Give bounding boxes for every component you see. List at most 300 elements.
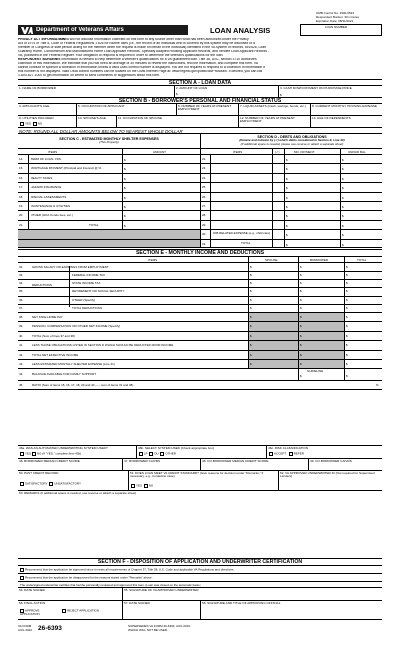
e-borrower-field[interactable] [298,297,344,304]
d-mo-payment-field[interactable] [284,183,340,191]
dollar-sign: $ [342,196,344,200]
d-item-field[interactable] [210,240,272,247]
dependents-age-label: 13. AGE OF DEPENDENTS [312,116,351,120]
liquid-assets-label: 7. LIQUID ASSETS (Cash, savings, bonds, etc.) [240,104,306,108]
d-check-field[interactable] [272,240,284,247]
va-header-bar [18,25,188,35]
disapprove-recommendation-row [18,573,382,581]
deductions-label: DEDUCTIONS [32,284,52,287]
section-e-row [18,271,382,279]
section-e-row [18,279,382,287]
d-unpaid-field[interactable] [340,174,382,182]
c-line-number [18,164,28,172]
d-line-number-text: 27. [202,205,207,208]
aus-used-label: 46a. WAS AN AUTOMATED UNDERWRITING SYSTEM USED? [19,446,108,450]
e-line-number [18,341,30,350]
e-borrower-field[interactable] [298,305,344,312]
e-item-text: LESS THOSE OBLIGATIONS LISTED IN SECTION D WHICH SHOULD BE DEDUCTED FROM INCOME [32,343,174,347]
dollar-sign: $ [250,353,252,357]
d-line-number-text: 29. [202,223,207,227]
e-item-text: STATE INCOME TAX [72,281,101,286]
e-line-number [18,313,30,321]
c-amount-field[interactable] [122,174,200,182]
d-line-number [200,155,210,163]
e-line-number-text: 36. [19,298,24,302]
refer-checkbox[interactable] [289,452,293,456]
satisfactory-label: SATISFACTORY [25,482,48,486]
dollar-sign: $ [346,362,348,366]
e-spouse-field [248,360,298,368]
section-e-row [18,368,382,380]
e-item-text: FEDERAL INCOME TAX [72,273,105,278]
dollar-sign: $ [124,177,126,181]
underwriter-signature-field[interactable] [122,588,382,600]
approving-official-signature-field[interactable] [200,601,382,619]
dollar-sign: $ [346,353,348,357]
d-mo-payment-field[interactable] [284,221,340,229]
e-item-text: RETIREMENT OR SOCIAL SECURITY [72,289,125,294]
final-action-field [18,601,122,619]
dollar-sign: $ [300,375,302,378]
d-unpaid-field[interactable] [340,230,382,238]
e-spouse-field[interactable] [248,272,298,279]
d-check-field[interactable] [272,164,284,172]
e-spouse-field[interactable] [248,297,298,304]
underwriter-id-field[interactable] [278,471,382,490]
privacy-line: member of Congress or staff person acting for the member when the request is made on behalf of the individual) identified in the VA system of records, 55VA26, Loan [18,46,267,49]
dollar-sign: $ [300,274,302,278]
e-line-number [18,263,30,271]
e-spouse-label: SPOUSE [265,258,278,262]
underwriter-id-label: 52. VA APPROVED UNDERWRITER ID (Not required for Supervised Lenders) [280,471,375,479]
c-amount-field[interactable] [122,183,200,191]
dollar-sign: $ [300,298,302,302]
e-borrower-field[interactable] [298,272,344,279]
d-line-number-text: 26. [202,195,207,199]
e-line-number-text: 35. [19,290,24,294]
section-cd-row [18,229,382,238]
e-item-text: RATIO (Sum of items 15, 16, 17, 18, 20 and 40 ----- sum of items 31 and 38) [32,383,134,387]
guideline-label: GUIDELINE [307,370,324,373]
d-line-number [200,193,210,201]
e-line-number [18,280,30,287]
section-cd-row [18,210,382,219]
e-borrower-field[interactable] [298,263,344,271]
spouse-years-employment-label: 12. NUMBER OF YEARS AT PRESENT EMPLOYMENT [240,116,295,124]
e-line-number-text: 38. [19,315,24,319]
yes-label: YES [25,452,32,456]
section-d-header [200,134,382,148]
du-checkbox[interactable] [149,452,153,456]
d-item-field[interactable] [210,230,272,238]
d-item-field[interactable] [210,155,272,163]
utilities-included-label: 9. UTILITIES INCLUDED [19,116,54,120]
c-amount-field[interactable] [122,202,200,210]
d-unpaid-field[interactable] [340,221,382,229]
lp-checkbox[interactable] [139,452,143,456]
d-unpaid-field[interactable] [340,155,382,163]
d-check-field[interactable] [272,155,284,163]
loan-amount-field[interactable] [174,86,278,97]
e-total-field[interactable] [344,360,382,368]
c-item-label [28,164,122,172]
dollar-sign: $ [286,234,288,238]
d-mo-payment-field[interactable] [284,155,340,163]
reject-application-checkbox[interactable] [62,609,66,613]
d-check-field[interactable] [272,221,284,229]
section-e-row [18,340,382,350]
borrower-caivrs-label: 47. BORROWER CAIVRS [124,459,161,463]
reject-application-label: REJECT APPLICATION [67,609,99,613]
section-cd-row [18,201,382,210]
other-label: OTHER [165,452,176,456]
credit-standard-field [128,471,278,490]
d-line-number-text: 31. [202,242,207,246]
d-unpaid-field[interactable] [340,193,382,201]
e-total-field[interactable] [344,341,382,350]
section-f-header: SECTION F - DISPOSITION OF APPLICATION AND UNDERWRITER CERTIFICATION [18,558,382,565]
c-item-label [28,221,122,229]
section-cd-row [18,239,382,248]
form-number: 26-6393 [38,625,62,632]
dollar-sign: $ [176,93,178,96]
e-line-number-text: 33. [19,274,24,278]
e-total-field[interactable] [344,297,382,304]
loan-amount-label: 2. AMOUNT OF LOAN [176,86,208,90]
d-check-field[interactable] [272,230,284,238]
co-borrower-caivrs-field[interactable] [308,459,382,470]
date-signed-57-field[interactable] [122,601,200,619]
d-line-number [200,202,210,210]
e-line-number [18,305,30,312]
va-form-date: AUG 2022 [18,629,33,632]
e-item-text: OTHER (Specify) [72,297,96,302]
c-item-text: HAZARD INSURANCE [30,186,62,190]
burden-line: This information is needed to help determine a veteran's qualifications for a VA guaranteed loan. Title 38, USC, section 3710 authorizes [54,58,257,61]
risk-classification-label: 46c. RISK CLASSIFICATION [268,446,308,450]
dollar-sign: $ [286,177,288,181]
dollar-sign: $ [346,315,348,319]
dollar-sign: $ [286,206,288,209]
e-total-field[interactable] [344,351,382,359]
burden-line: 1-800-827-1000 to get information on where to send comments or suggestions about this form. [18,74,161,77]
underwriter-signature-label: 55. SIGNATURE OF VA APPROVED UNDERWRITER [124,588,199,592]
d-item-field[interactable] [210,164,272,172]
e-spouse-field[interactable] [248,280,298,287]
d-check-field[interactable] [272,183,284,191]
d-unpaid-field[interactable] [340,240,382,247]
e-total-field[interactable] [344,280,382,287]
section-a-row [18,85,382,97]
e-total-field[interactable] [344,322,382,331]
rounding-note: NOTE: ROUND ALL DOLLAR AMOUNTS BELOW TO NEAREST WHOLE DOLLAR [19,129,183,134]
d-line-number-text: 25. [202,186,207,190]
d-check-field[interactable] [272,202,284,210]
years-employment-field[interactable] [176,104,238,115]
dollar-sign: $ [342,168,344,172]
dollar-sign: $ [250,290,252,294]
date-signed-57-label: 57. DATE SIGNED [124,601,150,605]
dollar-sign: $ [286,159,288,162]
c-item-label [28,211,122,219]
section-c-header [18,134,200,148]
c-amount-field[interactable] [122,211,200,219]
dollar-sign: $ [124,187,126,191]
d-check-field[interactable] [272,193,284,201]
section-cd-header [18,133,382,148]
dollar-sign: $ [286,215,288,219]
e-item-text: TOTAL DEDUCTIONS [72,305,102,310]
aus-if-yes-note: (If "YES," complete Item 45b) [42,452,82,456]
e-borrower-label: BORROWER [310,258,328,262]
c-item-text: MORTGAGE PAYMENT (Principal and Interest) @ % [30,167,102,171]
e-spouse-field[interactable] [248,263,298,271]
e-total-field[interactable] [344,288,382,295]
e-total-field[interactable] [344,332,382,340]
d-mo-payment-field[interactable] [284,202,340,210]
dollar-sign: $ [346,334,348,338]
e-line-number [18,332,30,340]
d-line-number [200,183,210,191]
dollar-sign: $ [346,375,348,378]
borrower-name-field[interactable] [18,86,174,97]
past-credit-record-field [18,471,128,490]
underwriter-signature-row [18,587,382,600]
d-line-number [200,174,210,182]
remarks-field[interactable] [18,490,382,558]
dollar-sign: $ [346,290,348,294]
e-borrower-field [298,313,344,321]
d-line-number-text: 23. [202,167,207,171]
no-label: NO [37,122,43,126]
e-line-number [18,351,30,359]
section-e-row [18,321,382,331]
e-line-number-text: 37. [19,306,24,310]
e-spouse-field [248,313,298,321]
disapprove-recommend-checkbox[interactable] [20,576,24,580]
final-action-row [18,600,382,620]
burden-line: collection of this information. We estimate that you will need an average of 30 minutes to review the instructions, find the information, and complete this form. VA [18,62,259,65]
c-amount-field[interactable] [122,193,200,201]
applicant-occupation-label: 5. OCCUPATION OF APPLICANT [78,104,125,108]
spouse-occupation-field[interactable] [116,116,238,127]
dollar-sign: $ [300,290,302,294]
form-title: LOAN ANALYSIS [210,26,271,35]
aus-no-checkbox[interactable] [32,452,36,456]
d-item-field[interactable] [210,183,272,191]
supersedes-note: SUPERSEDES VA FORM 26-6393, AUG 2019, [128,625,191,628]
accept-label: ACCEPT [274,452,287,456]
dollar-sign: $ [342,159,344,162]
e-total-field[interactable] [344,313,382,321]
d-item-field[interactable] [210,211,272,219]
dependents-age-field[interactable] [310,116,382,127]
d-mo-payment-label: MO. PAYMENT [294,150,315,154]
dollar-sign: $ [286,168,288,172]
c-line-number [18,174,28,182]
d-mo-payment-field[interactable] [284,174,340,182]
e-total-field[interactable] [344,263,382,271]
spouse-years-employment-field[interactable] [238,116,310,127]
c-item-label [28,174,122,182]
e-total-field[interactable] [344,305,382,312]
approving-official-signature-label: 58. SIGNATURE AND TITLE OF APPROVING OFFICIAL [202,601,281,605]
borrower-caivrs-field[interactable] [122,459,200,470]
c-amount-field[interactable] [122,155,200,163]
c-line-number-text: 18. [19,195,24,199]
d-mo-payment-field[interactable] [284,193,340,201]
yes-label: YES [136,484,143,488]
d-unpaid-field[interactable] [340,183,382,191]
e-spouse-field [248,332,298,340]
date-signed-54-field[interactable] [18,588,122,600]
section-d-note: (If additional space is needed, please use reverse or attach a separate sheet) [240,143,344,146]
e-line-number-text: 44. [19,373,24,376]
expiration-date: Expiration Date: 08/31/2021 [316,20,354,23]
d-item-field[interactable] [210,221,272,229]
c-item-label [28,155,122,163]
e-total-field[interactable] [344,272,382,279]
dollar-sign: $ [250,265,252,269]
dollar-sign: $ [342,234,344,238]
dollar-sign: $ [124,196,126,200]
dollar-sign: $ [124,168,126,172]
e-borrower-field[interactable] [298,280,344,287]
d-item-field[interactable] [210,174,272,182]
dollar-sign: $ [300,325,302,328]
borrower-credit-score-field[interactable] [18,459,122,470]
section-e-row [18,287,382,295]
spouse-age-label: 10. SPOUSE'S AGE [78,116,106,120]
d-item-text: TOTAL [241,241,251,245]
d-mo-payment-field[interactable] [284,240,340,247]
c-line-number-text: 16. [19,176,24,180]
e-item-text: LESS ESTIMATED MONTHLY SHELTER EXPENSE (Line 21) [32,361,115,366]
burden-line: this number is not displayed. Valid OMB control numbers can be located on the OMB Internet Page at: www.reginfo.gov/public/do/PRAMain. If desired, you can call [18,70,263,73]
c-line-number-text: 20. [19,214,24,218]
e-line-number-text: 40. [19,334,24,338]
co-borrower-credit-score-field[interactable] [200,459,308,470]
balance-total-field[interactable] [344,369,382,380]
e-line-number-text: 41. [19,344,24,347]
housing-expense-field[interactable] [310,104,382,115]
d-mo-payment-field[interactable] [284,164,340,172]
dollar-sign: $ [124,215,126,219]
c-amount-field[interactable] [122,221,200,229]
e-line-number-text: 34. [19,282,24,286]
agency-name: Department of Veterans Affairs [36,27,124,33]
dollar-sign: $ [300,362,302,366]
dollar-sign: $ [250,298,252,302]
dollar-sign: $ [342,177,344,181]
borrower-name-label: 1. NAME OF BORROWER [19,86,56,90]
d-line-number [200,221,210,229]
unsatisfactory-checkbox[interactable] [49,482,53,486]
d-unpaid-field[interactable] [340,211,382,219]
dollar-sign: $ [346,265,348,269]
e-line-number [18,288,30,295]
guideline-label-cell [298,369,344,380]
e-line-number [18,297,30,304]
credit-standard-yes-checkbox[interactable] [131,484,135,488]
d-mo-payment-field[interactable] [284,211,340,219]
spouse-age-field[interactable] [76,116,116,127]
accept-checkbox[interactable] [269,452,273,456]
utilities-options [20,122,42,126]
c-item-text: TOTAL [89,223,99,227]
credit-standard-no-checkbox[interactable] [144,484,148,488]
d-mo-payment-field[interactable] [284,230,340,238]
dollar-sign: $ [342,187,344,191]
dollar-sign: $ [280,94,282,97]
applicant-age-field[interactable] [18,104,76,115]
c-amount-field[interactable] [122,164,200,172]
e-line-number-text: 43. [19,362,24,366]
utilities-no-checkbox[interactable] [33,122,37,126]
e-borrower-field[interactable] [298,288,344,295]
dollar-sign: $ [346,282,348,286]
approve-recommend-checkbox[interactable] [20,568,24,572]
loan-number-label: LOAN NUMBER [325,25,348,29]
d-line-number-text: 22. [202,158,207,161]
past-credit-record-label: 50. PAST CREDIT RECORD [19,471,59,475]
credit-standard-options [131,484,153,488]
liquid-assets-field[interactable] [238,104,310,115]
housing-expense-label: 8. CURRENT MONTHLY HOUSING EXPENSE [312,104,377,108]
satisfactory-checkbox[interactable] [20,482,24,486]
other-checkbox[interactable] [160,452,164,456]
d-check-field[interactable] [272,174,284,182]
credit-standard-label: 51. DOES LOAN MEET VA CREDIT STANDARD? (Give reasons for decision under "Remarks," if necessary, e.g., borderline case) [130,471,264,479]
no-label: NO [36,452,42,456]
applicant-occupation-field[interactable] [76,104,176,115]
remarks-label: 53. REMARKS (If additional space is needed, use reverse or attach a separate sheet) [19,491,137,495]
loan-number-field[interactable] [300,24,382,36]
e-line-number-text: 42. [19,353,24,357]
dollar-sign: $ [300,315,302,319]
e-spouse-field[interactable] [248,288,298,295]
d-check-field[interactable] [272,211,284,219]
e-borrower-field [298,341,344,350]
dollar-sign: $ [300,282,302,286]
c-amount-label: AMOUNT [153,150,166,154]
dollar-sign: $ [250,325,252,328]
e-item-text: BALANCE AVAILABLE FOR FAMILY SUPPORT [32,372,97,376]
cash-down-payment-field[interactable] [278,86,382,97]
dollar-sign: $ [124,206,126,209]
d-item-field[interactable] [210,202,272,210]
utilities-yes-checkbox[interactable] [20,122,24,126]
d-unpaid-field[interactable] [340,202,382,210]
e-spouse-field[interactable] [248,305,298,312]
section-e-row [18,331,382,340]
credit-score-row [18,458,382,470]
section-e-row [18,350,382,359]
e-total-label: TOTAL [357,258,367,262]
d-item-field[interactable] [210,193,272,201]
dollar-sign: $ [250,362,252,366]
years-employment-label: 6. NUMBER OF YEARS AT PRESENT EMPLOYMENT [178,104,232,112]
dollar-sign: $ [286,224,288,228]
e-line-number [18,381,30,389]
aus-yes-checkbox[interactable] [20,452,24,456]
c-line-number-text: 17. [19,186,24,190]
section-c-title: SECTION C - ESTIMATED MONTHLY SHELTER EXPENSES [59,137,159,141]
d-unpaid-field[interactable] [340,164,382,172]
past-credit-options [20,482,81,486]
dollar-sign: $ [286,243,288,247]
system-used-options [139,452,176,456]
